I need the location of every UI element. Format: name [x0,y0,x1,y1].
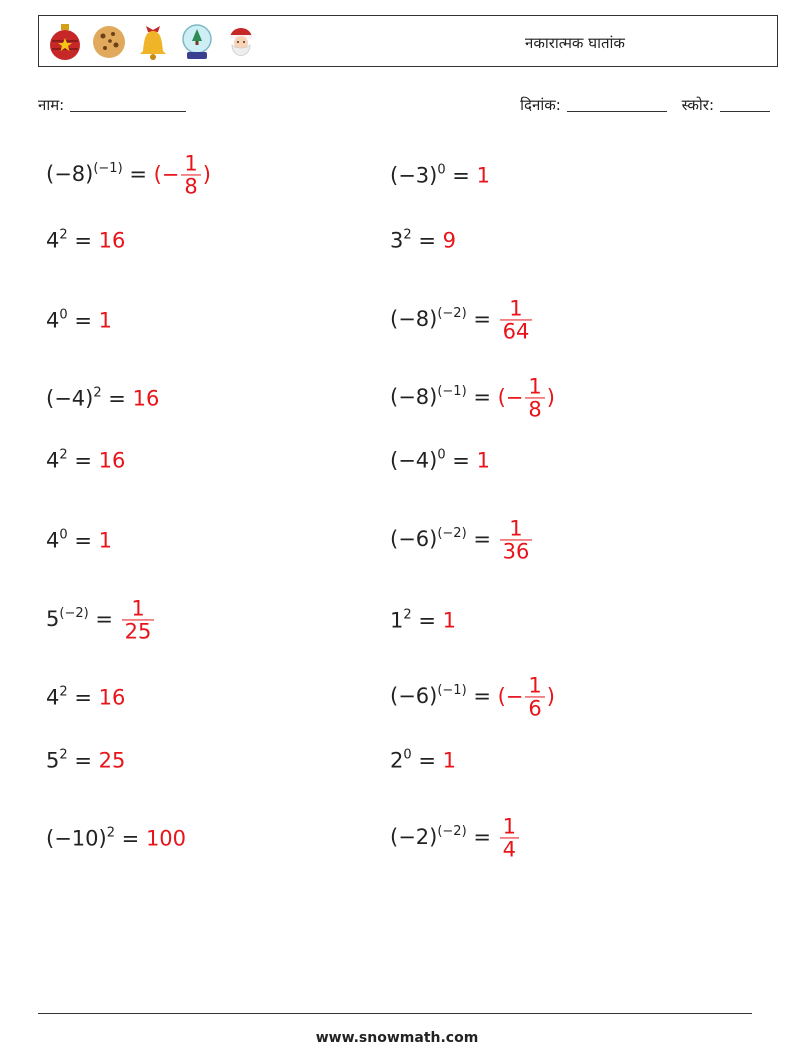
problem-base: 4 [46,228,60,253]
equals-sign: = [466,385,498,409]
problem-answer: 1 [476,448,490,473]
problem-item [390,517,534,562]
problem-exponent: (−2) [59,606,89,621]
problem-base: (−8) [46,162,94,186]
bell-icon [134,21,172,63]
date-label: दिनांक: [520,96,561,114]
fraction-denominator: 6 [525,697,544,720]
problem-item [46,309,112,332]
problem-base: (−6) [390,684,438,708]
problem-exponent: (−1) [437,683,467,698]
problem-base: (−6) [390,527,438,551]
equals-sign: = [114,826,146,851]
fraction-numerator: 1 [131,596,145,621]
problem-item [46,749,125,772]
problem-item [46,229,125,252]
problem-item [46,152,211,197]
equals-sign: = [67,685,99,710]
fraction-numerator: 1 [509,296,523,321]
problem-exponent: 0 [403,747,412,763]
problem-answer [497,673,555,721]
equals-sign: = [466,684,498,708]
equals-sign: = [411,228,443,253]
problem-answer: 100 [145,826,187,851]
snow-globe-icon [178,21,216,63]
answer-suffix: ) [546,385,555,409]
problem-answer [498,296,535,344]
name-blank[interactable] [70,97,186,112]
problem-item [390,375,555,420]
equals-sign: = [67,228,99,253]
equals-sign: = [411,748,443,773]
problem-exponent: 2 [59,447,68,463]
fraction-denominator: 4 [500,838,519,861]
problem-base: 4 [46,685,60,710]
fraction-denominator: 25 [122,620,155,643]
problem-base: (−4) [390,448,438,473]
fraction-denominator: 64 [500,320,533,343]
cookie-icon [90,21,128,63]
answer-fraction [525,375,544,420]
problem-item [390,297,534,342]
problem-base: 4 [46,528,60,553]
problem-item [46,387,159,410]
problem-item [390,815,521,860]
problem-base: 4 [46,448,60,473]
problem-exponent: 0 [59,527,68,543]
answer-fraction [500,815,519,860]
problem-base: (−8) [390,385,438,409]
problem-item [46,827,186,850]
equals-sign: = [445,163,477,188]
fraction-numerator: 1 [528,374,542,399]
problem-item [390,164,490,187]
answer-fraction [525,674,544,719]
problem-answer: 1 [98,308,112,333]
equals-sign: = [88,607,120,631]
equals-sign: = [466,825,498,849]
answer-suffix: ) [546,684,555,708]
answer-suffix: ) [202,162,211,186]
problem-exponent: 2 [106,825,115,841]
footer-divider [38,1013,752,1014]
header-icons [46,20,260,64]
problem-exponent: 0 [437,447,446,463]
answer-fraction [500,517,533,562]
problem-answer: 1 [442,748,456,773]
problem-answer: 16 [98,685,126,710]
date-blank[interactable] [567,97,667,112]
answer-prefix: (− [497,385,524,409]
problem-answer: 1 [476,163,490,188]
problem-answer [498,814,521,862]
problem-base: 4 [46,308,60,333]
problem-base: (−8) [390,307,438,331]
problem-item [390,749,456,772]
equals-sign: = [445,448,477,473]
equals-sign: = [466,307,498,331]
fraction-denominator: 8 [181,175,200,198]
name-label: नाम: [38,96,65,114]
answer-fraction [122,597,155,642]
problem-base: 3 [390,228,404,253]
problem-item [390,609,456,632]
problem-answer [120,596,157,644]
problem-item [46,529,112,552]
problem-exponent: 2 [59,684,68,700]
footer-url[interactable]: www.snowmath.com [315,1030,479,1046]
problem-exponent: (−1) [93,161,123,176]
problem-exponent: (−2) [437,526,467,541]
problem-exponent: 2 [403,607,412,623]
fraction-numerator: 1 [502,814,516,839]
problem-exponent: 0 [437,162,446,178]
fraction-numerator: 1 [528,673,542,698]
problem-answer [497,374,555,422]
problem-item [46,449,125,472]
fraction-denominator: 36 [500,540,533,563]
problem-item [390,229,456,252]
problem-answer: 1 [98,528,112,553]
problem-exponent: (−1) [437,384,467,399]
problem-item [390,449,490,472]
fraction-denominator: 8 [525,398,544,421]
date-score-fields [520,95,770,115]
answer-prefix: (− [153,162,180,186]
equals-sign: = [411,608,443,633]
answer-fraction [181,152,200,197]
problem-answer: 16 [98,448,126,473]
problem-answer: 16 [132,386,160,411]
answer-prefix: (− [497,684,524,708]
equals-sign: = [67,528,99,553]
problem-base: 5 [46,748,60,773]
equals-sign: = [466,527,498,551]
santa-icon [222,21,260,63]
equals-sign: = [122,162,154,186]
problem-answer [153,151,211,199]
problem-base: 5 [46,607,60,631]
header-box [38,15,778,67]
problem-exponent: 2 [403,227,412,243]
problem-item [46,597,156,642]
problem-item [46,686,125,709]
problem-answer: 9 [442,228,456,253]
page-title: नकारात्मक घातांक [525,34,625,52]
problem-exponent: 2 [59,227,68,243]
problem-base: 2 [390,748,404,773]
problem-exponent: 2 [59,747,68,763]
answer-fraction [500,297,533,342]
score-label: स्कोर: [681,96,714,114]
problem-base: 1 [390,608,404,633]
problem-exponent: 2 [93,385,102,401]
problem-base: (−4) [46,386,94,411]
equals-sign: = [67,308,99,333]
problem-answer: 25 [98,748,126,773]
fraction-numerator: 1 [184,151,198,176]
name-field [38,95,186,115]
problem-exponent: (−2) [437,824,467,839]
problem-answer [498,516,535,564]
problem-exponent: 0 [59,307,68,323]
problem-exponent: (−2) [437,306,467,321]
equals-sign: = [67,448,99,473]
problem-base: (−2) [390,825,438,849]
problem-base: (−10) [46,826,107,851]
problem-answer: 16 [98,228,126,253]
equals-sign: = [67,748,99,773]
score-blank[interactable] [720,97,770,112]
equals-sign: = [101,386,133,411]
fraction-numerator: 1 [509,516,523,541]
problem-item [390,674,555,719]
problem-answer: 1 [442,608,456,633]
problem-base: (−3) [390,163,438,188]
ornament-icon [46,21,84,63]
